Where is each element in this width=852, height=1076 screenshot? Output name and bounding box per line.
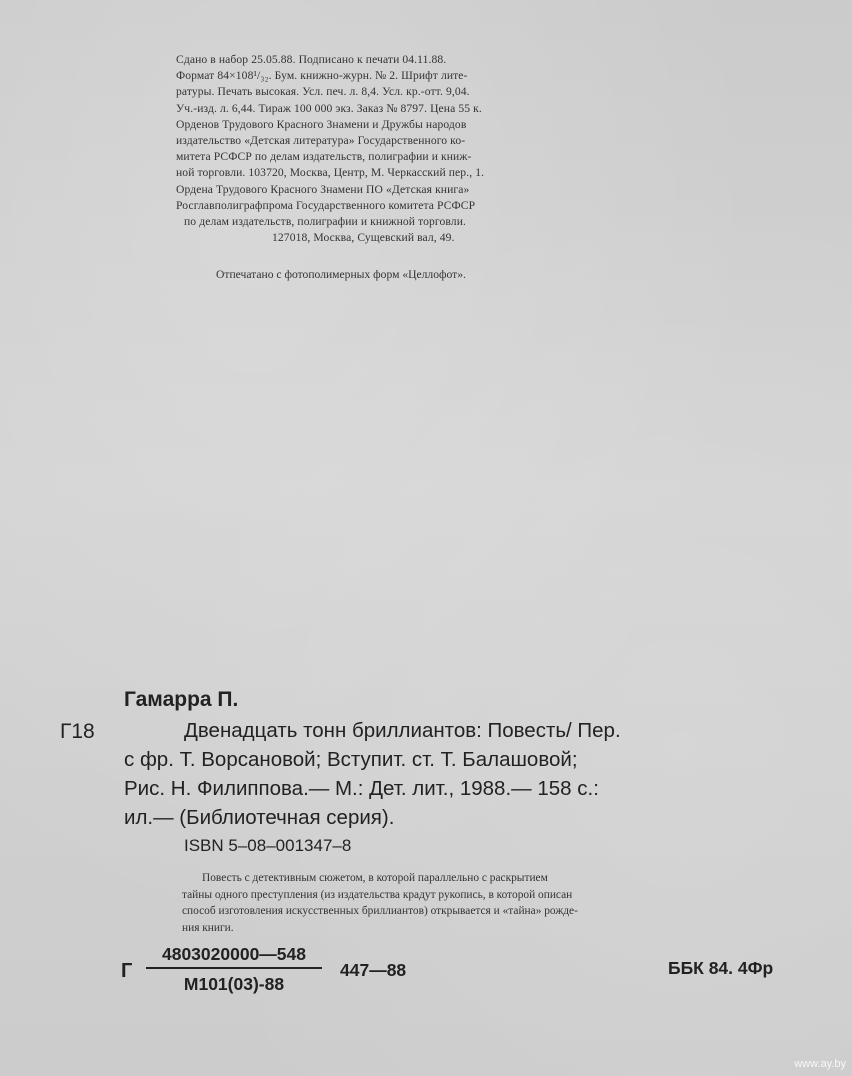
imprint-line: по делам издательств, полиграфии и книжной торговли. xyxy=(184,215,466,229)
imprint-line: Росглавполиграфпрома Государственного комитета РСФСР xyxy=(176,198,476,212)
catalog-index-code: Г18 xyxy=(60,720,95,743)
imprint-line: митета РСФСР по делам издательств, полиграфии и книж- xyxy=(176,150,472,164)
imprint-line: Сдано в набор 25.05.88. Подписано к печати 04.11.88. xyxy=(176,53,447,66)
fraction-numerator: 4803020000—548 xyxy=(161,944,307,964)
imprint-line: Орденов Трудового Красного Знамени и Дружбы народов xyxy=(176,117,467,131)
catalog-line: Двенадцать тонн бриллиантов: Повесть/ Пер. xyxy=(184,719,621,742)
catalog-line: с фр. Т. Ворсановой; Вступит. ст. Т. Балашовой; xyxy=(124,748,578,771)
imprint-line: ной торговли. 103720, Москва, Центр, М. Черкасский пер., 1. xyxy=(176,166,485,180)
imprint-line: издательство «Детская литература» Государственного ко- xyxy=(176,134,466,148)
annotation-line: ния книги. xyxy=(182,921,234,934)
imprint-line: ратуры. Печать высокая. Усл. печ. л. 8,4. Усл. кр.-отт. 9,04. xyxy=(176,85,470,99)
printed-note: Отпечатано с фотополимерных форм «Целлофот». xyxy=(216,268,466,281)
footer-code: 447—88 xyxy=(340,960,407,980)
fraction-bar xyxy=(146,967,322,969)
footer-fraction xyxy=(146,944,322,995)
annotation-line: Повесть с детективным сюжетом, в которой параллельно с раскрытием xyxy=(202,872,548,884)
catalog-line: Рис. Н. Филиппова.— М.: Дет. лит., 1988.— 158 с.: xyxy=(124,777,599,800)
imprint-block xyxy=(176,52,646,246)
watermark: www.ay.by xyxy=(794,1058,846,1070)
footer-letter: Г xyxy=(121,960,133,982)
imprint-line: Ордена Трудового Красного Знамени ПО «Детская книга» xyxy=(176,182,470,196)
annotation-block xyxy=(182,870,797,936)
imprint-line: Уч.-изд. л. 6,44. Тираж 100 000 экз. Заказ № 8797. Цена 55 к. xyxy=(176,101,482,115)
catalog-entry xyxy=(124,716,804,832)
bbk-code: ББК 84. 4Фр xyxy=(668,958,774,978)
catalog-author: Гамарра П. xyxy=(124,688,239,711)
annotation-line: тайны одного преступления (из издательства крадут рукопись, в которой описан xyxy=(182,888,573,901)
fraction-denominator: М101(03)-88 xyxy=(183,974,285,994)
imprint-line: 127018, Москва, Сущевский вал, 49. xyxy=(272,231,455,245)
isbn: ISBN 5–08–001347–8 xyxy=(184,836,352,855)
imprint-line: Формат 84×108¹/₃₂. Бум. книжно-журн. № 2. Шрифт лите- xyxy=(176,69,468,83)
annotation-line: способ изготовления искусственных бриллиантов) открывается и «тайна» рожде- xyxy=(182,905,578,917)
catalog-line: ил.— (Библиотечная серия). xyxy=(124,806,395,829)
